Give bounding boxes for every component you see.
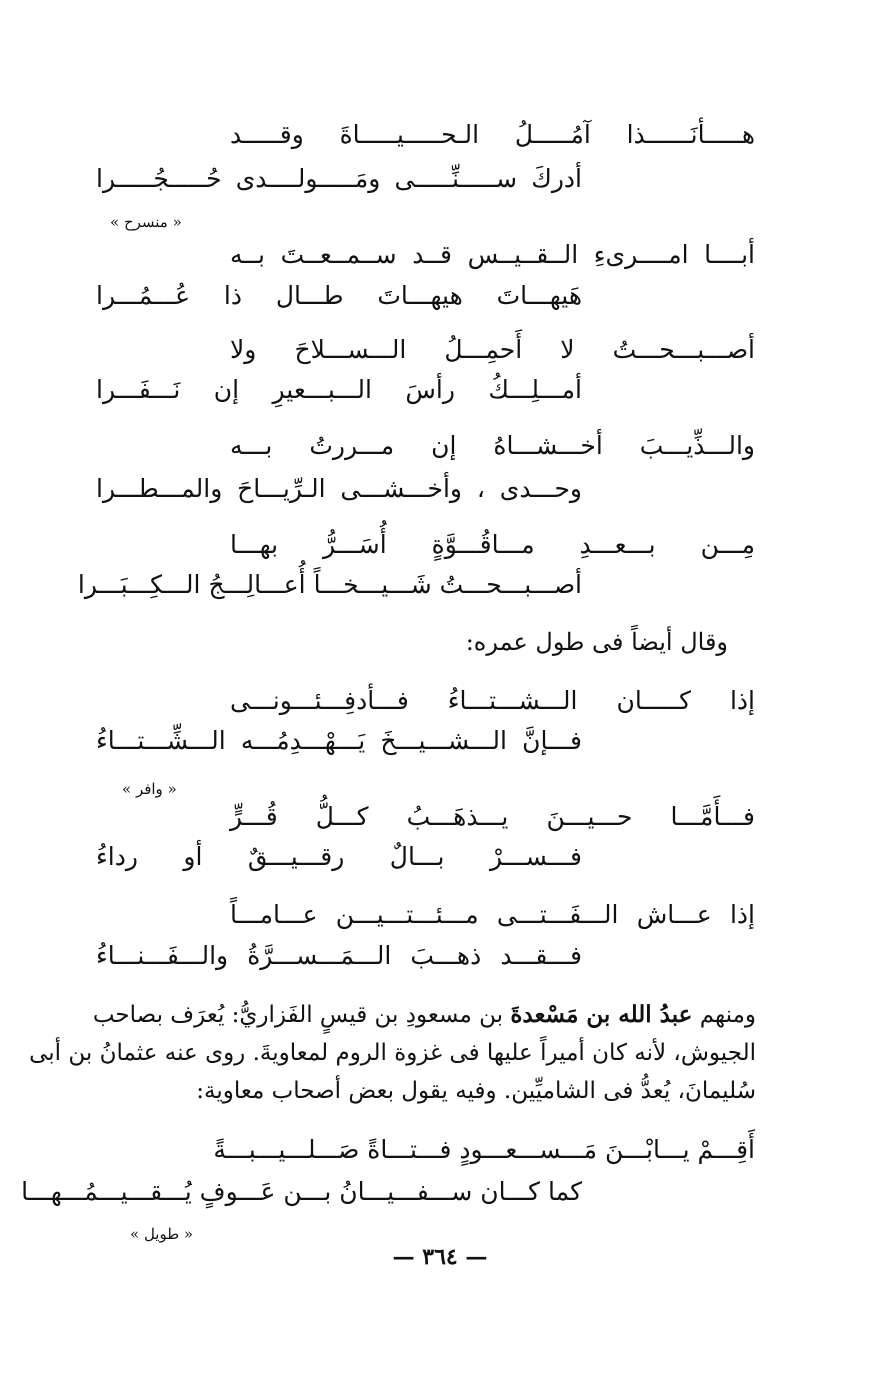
verse-first-hemistich: أَقِـــمْ يـــابْـــنَ مَـــســـعـــودٍ فـــتـــاةً صَـــلـــيـــبـــةً: [213, 1135, 755, 1164]
page-number: — ٣٦٤ —: [392, 1244, 488, 1270]
verse-second-hemistich: هَيهـــاتَ هيهـــاتَ طـــال ذا عُـــمُـــرا: [96, 281, 582, 310]
prose-line: [92, 998, 756, 1032]
verse-second-hemistich: أصـــبـــحـــتُ شَـــيـــخـــاً أُعـــالِـــجُ الـــكِـــبَـــرا: [77, 570, 582, 599]
verse-second-hemistich: فـــقـــد ذهـــبَ الـــمَـــســـرَّةُ والـــفَـــنـــاءُ: [96, 941, 582, 970]
verse-first-hemistich: مِـــن بـــعـــدِ مـــاقُـــوَّةٍ أُسَـــرُّ بهـــا: [230, 530, 755, 559]
verse-second-hemistich: فـــإنَّ الـــشـــيـــخَ يَـــهْـــدِمُـــه الـــشِّـــتـــاءُ: [96, 726, 582, 755]
verse-second-hemistich: فـــســـرْ بـــالٌ رقـــيـــقٌ أو رداءُ: [96, 842, 582, 871]
meter-label: « طويل »: [130, 1225, 194, 1243]
person-name: عبدُ الله بن مَسْعدةَ: [510, 1001, 693, 1028]
verse-second-hemistich: كما كـــان ســـفـــيـــانُ بـــن عَـــوفٍ يُـــقـــيـــمُـــهـــا: [21, 1177, 582, 1206]
meter-label: « وافر »: [122, 780, 177, 798]
meter-label: « منسرح »: [110, 213, 182, 231]
prose-line: الجيوش، لأنه كان أميراً عليها فى غزوة الروم لمعاويةَ. روى عنه عثمانُ بن أبى: [29, 1040, 756, 1066]
verse-second-hemistich: وحـــدى ، وأخـــشـــى الـرِّيـــاحَ والمـــطـــرا: [96, 474, 582, 503]
verse-second-hemistich: أدركَ ســـــنِّـــــى ومَـــــولــــدى حُـــــجُـــــرا: [96, 164, 582, 193]
prose-text: بن مسعودِ بن قيسٍ الفَزاريُّ: يُعرَف بصاحب: [92, 1002, 504, 1028]
verse-first-hemistich: هـــــأنَــــــذا آمُـــــلُ الـحـــــيـــــاةَ وقـــــد: [230, 120, 755, 149]
verse-first-hemistich: فـــأَمَّـــا حـــيـــنَ يـــذهَـــبُ كـــلُّ قُـــرٍّ: [230, 802, 755, 831]
prose-line: سُليمانَ، يُعدُّ فى الشاميِّين. وفيه يقول بعض أصحاب معاوية:: [196, 1078, 756, 1104]
verse-first-hemistich: أصـــبـــحـــتُ لا أَحمِـــلُ الـــســـلاحَ ولا: [230, 335, 755, 364]
verse-first-hemistich: إذا عـــاش الـــفَـــتـــى مـــئـــتـــيـــن عـــامـــاً: [230, 900, 755, 929]
verse-first-hemistich: والـــذِّيـــبَ أخـــشـــاهُ إن مـــررتُ بـــه: [230, 431, 755, 460]
verse-second-hemistich: أمـــلِـــكُ رأسَ الـــبـــعيرِ إن نَـــفَـــرا: [96, 375, 582, 404]
intro-line: وقال أيضاً فى طول عمره:: [465, 628, 728, 656]
verse-first-hemistich: إذا كـــــان الـــشـــتـــاءُ فـــأدفِـــئـــونـــى: [230, 686, 755, 715]
prose-lead: ومنهم: [699, 1002, 756, 1028]
verse-first-hemistich: أبــــا امــــرىءِ الــقــيــس قــد ســمــعــتَ بــه: [230, 240, 755, 269]
